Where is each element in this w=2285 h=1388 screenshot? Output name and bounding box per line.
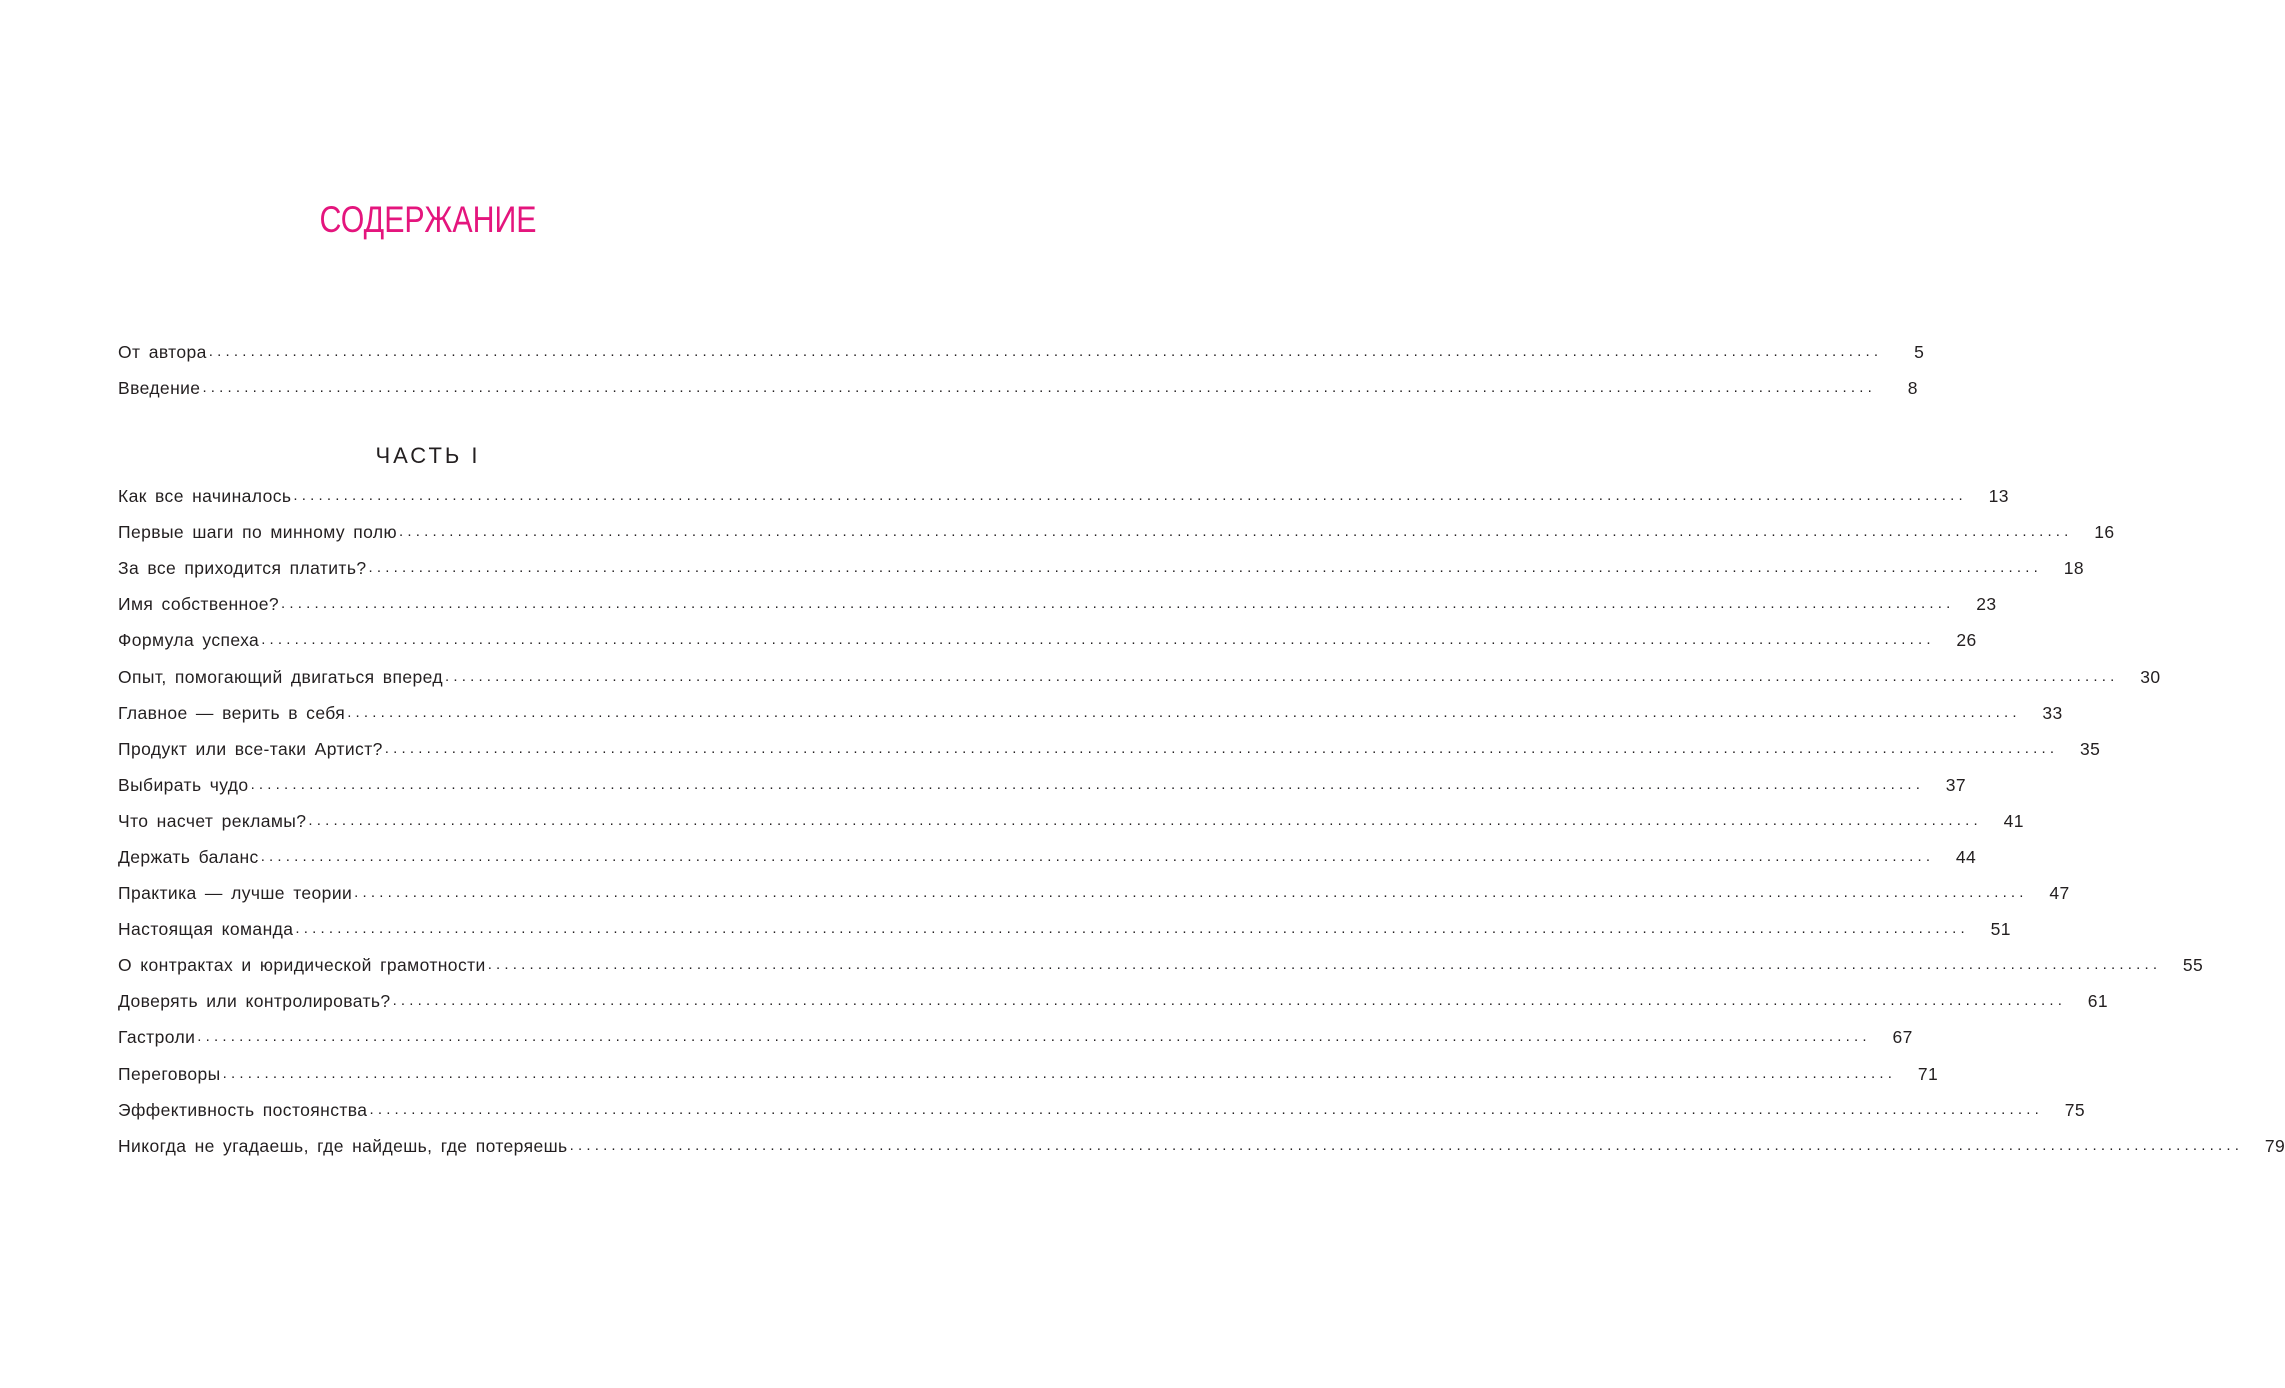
toc-entry-title: Никогда не угадаешь, где найдешь, где потеряешь <box>118 1135 568 1156</box>
dot-leader: ........................................................................................................................................................................................................ <box>295 920 1969 938</box>
toc-entry[interactable] <box>118 622 1977 658</box>
dot-leader: ........................................................................................................................................................................................................ <box>293 487 1967 505</box>
toc-entry[interactable] <box>118 911 2011 947</box>
dot-leader: ........................................................................................................................................................................................................ <box>369 1100 2043 1118</box>
toc-entry-page: 79 <box>2264 1135 2285 1156</box>
toc-entry-title: Доверять или контролировать? <box>118 991 391 1012</box>
toc-entry-title: О контрактах и юридической грамотности <box>118 955 486 976</box>
toc-entry-title: Эффективность постоянства <box>118 1099 368 1120</box>
toc-entry[interactable] <box>118 370 1918 406</box>
toc-entry-title: Введение <box>118 378 201 399</box>
toc-entry-page: 44 <box>1955 846 1977 867</box>
page-title: СОДЕРЖАНИЕ <box>319 199 537 240</box>
toc-entry[interactable] <box>118 1128 2285 1164</box>
dot-leader: ........................................................................................................................................................................................................ <box>368 559 2042 577</box>
dot-leader: ........................................................................................................................................................................................................ <box>250 775 1925 793</box>
toc-entry-title: Практика — лучше теории <box>118 883 353 904</box>
toc-entry-page: 37 <box>1945 774 1967 795</box>
toc-entry[interactable] <box>118 586 1997 622</box>
toc-entry-title: Выбирать чудо <box>118 774 249 795</box>
toc-entry-page: 16 <box>2094 522 2115 543</box>
dot-leader: ........................................................................................................................................................................................................ <box>222 1064 1897 1082</box>
dot-leader: ........................................................................................................................................................................................................ <box>487 956 2162 974</box>
toc-entry[interactable] <box>118 478 2009 514</box>
toc-entry-title: Первые шаги по минному полю <box>118 522 398 543</box>
dot-leader: ........................................................................................................................................................................................................ <box>444 667 2119 685</box>
toc-entry-title: За все приходится платить? <box>118 558 367 579</box>
toc-entry[interactable] <box>118 767 1967 803</box>
toc-entry-title: Опыт, помогающий двигаться вперед <box>118 666 443 687</box>
toc-entry-title: Настоящая команда <box>118 919 294 940</box>
toc-entry-title: Главное — верить в себя <box>118 702 346 723</box>
toc-entry[interactable] <box>118 1056 1939 1092</box>
toc-entry-page: 5 <box>1914 342 1925 363</box>
toc-intro-list <box>118 334 1925 406</box>
toc-entry-page: 18 <box>2063 558 2084 579</box>
toc-entry[interactable] <box>118 839 1977 875</box>
toc-entry-page: 26 <box>1956 630 1977 651</box>
toc-entry-page: 47 <box>2049 883 2070 904</box>
toc-entry[interactable] <box>118 731 2101 767</box>
dot-leader: ........................................................................................................................................................................................................ <box>569 1136 2244 1154</box>
toc-entry-page: 67 <box>1892 1027 1913 1048</box>
toc-entry-page: 33 <box>2042 702 2063 723</box>
toc-entry[interactable] <box>118 658 2161 694</box>
toc-entry[interactable] <box>118 550 2084 586</box>
toc-entry-page: 30 <box>2140 666 2161 687</box>
toc-entry-title: Гастроли <box>118 1027 196 1048</box>
dot-leader: ........................................................................................................................................................................................................ <box>399 523 2073 541</box>
toc-entry-page: 23 <box>1976 594 1997 615</box>
toc-entry[interactable] <box>118 1092 2085 1128</box>
toc-entry-title: Что насчет рекламы? <box>118 810 307 831</box>
toc-part-list <box>118 478 2285 1164</box>
dot-leader: ........................................................................................................................................................................................................ <box>280 595 1955 613</box>
toc-entry[interactable] <box>118 947 2204 983</box>
dot-leader: ........................................................................................................................................................................................................ <box>392 992 2067 1010</box>
dot-leader: ........................................................................................................................................................................................................ <box>347 703 2021 721</box>
dot-leader: ........................................................................................................................................................................................................ <box>308 811 1982 829</box>
dot-leader: ........................................................................................................................................................................................................ <box>208 343 1883 361</box>
toc-entry[interactable] <box>118 803 2024 839</box>
part-heading: ЧАСТЬ I <box>375 443 481 468</box>
toc-entry-page: 35 <box>2079 738 2101 759</box>
toc-entry[interactable] <box>118 1019 1913 1055</box>
toc-entry[interactable] <box>118 983 2109 1019</box>
toc-entry-title: Формула успеха <box>118 630 260 651</box>
dot-leader: ........................................................................................................................................................................................................ <box>354 884 2028 902</box>
toc-entry-page: 51 <box>1990 919 2011 940</box>
dot-leader: ........................................................................................................................................................................................................ <box>260 847 1935 865</box>
toc-entry[interactable] <box>118 514 2115 550</box>
toc-entry-title: Держать баланс <box>118 846 259 867</box>
toc-entry-title: Имя собственное? <box>118 594 279 615</box>
toc-entry-page: 41 <box>2003 810 2024 831</box>
toc-entry-page: 61 <box>2087 991 2109 1012</box>
dot-leader: ........................................................................................................................................................................................................ <box>197 1028 1871 1046</box>
toc-entry-title: Переговоры <box>118 1063 221 1084</box>
toc-entry[interactable] <box>118 334 1925 370</box>
dot-leader: ........................................................................................................................................................................................................ <box>202 379 1876 397</box>
toc-entry-page: 55 <box>2182 955 2204 976</box>
toc-entry-title: От автора <box>118 342 207 363</box>
toc-entry[interactable] <box>118 875 2070 911</box>
toc-entry[interactable] <box>118 695 2063 731</box>
toc-entry-page: 71 <box>1917 1063 1939 1084</box>
dot-leader: ........................................................................................................................................................................................................ <box>384 739 2059 757</box>
toc-entry-page: 8 <box>1907 378 1918 399</box>
dot-leader: ........................................................................................................................................................................................................ <box>261 631 1935 649</box>
toc-entry-title: Продукт или все-таки Артист? <box>118 738 383 759</box>
toc-entry-title: Как все начиналось <box>118 486 292 507</box>
toc-entry-page: 13 <box>1988 486 2009 507</box>
toc-entry-page: 75 <box>2064 1099 2085 1120</box>
